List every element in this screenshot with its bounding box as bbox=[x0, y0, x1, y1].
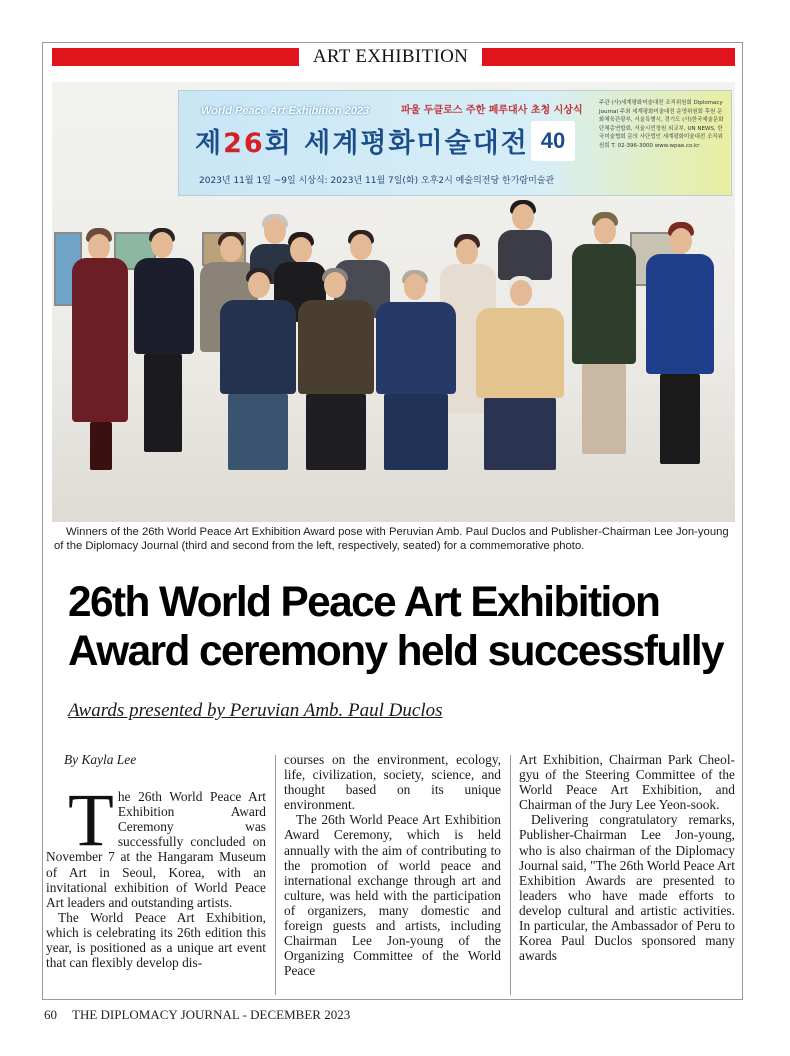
article-paragraph: Art Exhibition, Chairman Park Cheol-gyu of the Steering Committee of the World Peace Art Exhibition, and Chairman of the Jury Lee Yeon-sook. bbox=[519, 752, 735, 813]
column-divider bbox=[510, 755, 511, 995]
article-column-1 bbox=[46, 752, 266, 995]
headline bbox=[68, 578, 728, 676]
subhead: Awards presented by Peruvian Amb. Paul Duclos bbox=[68, 700, 443, 721]
byline: By Kayla Lee bbox=[64, 752, 137, 767]
banner-organizers: 주관 (사)세계평화미술대전 조직위원회 Diplomacy Journal 주최 세계평화미술대전 운영위원회 후원 문화체육관광부, 서울특별시, 경기도 (사)한국예술문화단체총연합회, 서울시민정원 외교부, UN NEWS, 한국미술협회 문의 사단법인 세계평화미술대전 조직위원회 T. 02-396-3000 www.wpae.co.kr bbox=[599, 100, 724, 149]
article-column-3 bbox=[519, 752, 735, 995]
section-bar-left bbox=[52, 48, 299, 66]
section-bar-right bbox=[482, 48, 735, 66]
article-paragraph: The World Peace Art Exhibition, which is celebrating its 26th edition this year, is positioned as a unique art event that can flexibly develop dis- bbox=[46, 909, 266, 971]
article-column-2 bbox=[284, 752, 501, 995]
article-paragraph: Delivering congratulatory remarks, Publisher-Chairman Lee Jon-young, who is also chairman of the Diplomacy Journal said, "The 26th World Peace Art Exhibition Awards are presented to leaders who have made efforts to develop cultural and artistic activities. In particular, the Ambassador of Peru to Korea Paul Duclos sponsored many awards bbox=[519, 812, 735, 964]
exhibition-banner bbox=[178, 90, 732, 196]
headline-line-2: Award ceremony held successfully bbox=[68, 627, 724, 675]
page-number: 60 bbox=[44, 1007, 57, 1022]
headline-line-1: 26th World Peace Art Exhibition bbox=[68, 578, 660, 626]
footer-publication: THE DIPLOMACY JOURNAL - DECEMBER 2023 bbox=[72, 1007, 351, 1022]
article-paragraph: The 26th World Peace Art Exhibition Award Ceremony, which is held annually with the aim of contributing to the promotion of world peace and international exchange through art and culture, was held with the participation of organizers, many domestic and foreign guests and artists, including Chairman Lee Jon-young of the Organizing Committee of the World Peace bbox=[284, 812, 501, 979]
banner-date: 2023년 11월 1일 ~9일 시상식: 2023년 11월 7일(화) 오후2시 예술의전당 한가람미술관 bbox=[199, 176, 555, 186]
section-label: ART EXHIBITION bbox=[312, 46, 469, 67]
article-paragraph: courses on the environment, ecology, life, civilization, society, science, and thought based on its unique environment. bbox=[284, 752, 501, 813]
banner-title-kr-number: 26 bbox=[223, 128, 265, 159]
banner-title-kr bbox=[195, 121, 529, 160]
article-paragraph: he 26th World Peace Art Exhibition Award Ceremony was successfully concluded on November 7 at the Hangaram Museum of Art in Seoul, Korea, with an invitational exhibition of World Peace Art leaders and outstanding artists. bbox=[46, 789, 266, 910]
banner-logo: 40 bbox=[531, 121, 575, 161]
group-photo bbox=[52, 82, 735, 522]
drop-cap: T bbox=[68, 779, 114, 863]
banner-title-kr-suffix: 회 세계평화미술대전 bbox=[264, 128, 529, 159]
column-divider bbox=[275, 755, 276, 995]
banner-title-en: World Peace Art Exhibition 2023 bbox=[201, 105, 370, 117]
banner-subtitle-kr: 파울 두클로스 주한 페루대사 초청 시상식 bbox=[401, 105, 583, 116]
page-footer bbox=[44, 1007, 350, 1023]
banner-title-kr-prefix: 제 bbox=[195, 128, 224, 159]
photo-caption: Winners of the 26th World Peace Art Exhibition Award pose with Peruvian Amb. Paul Duclos and Publisher-Chairman Lee Jon-young of the Diplomacy Journal (third and second from the left, respectively, seated) for a commemorative photo. bbox=[54, 526, 729, 552]
